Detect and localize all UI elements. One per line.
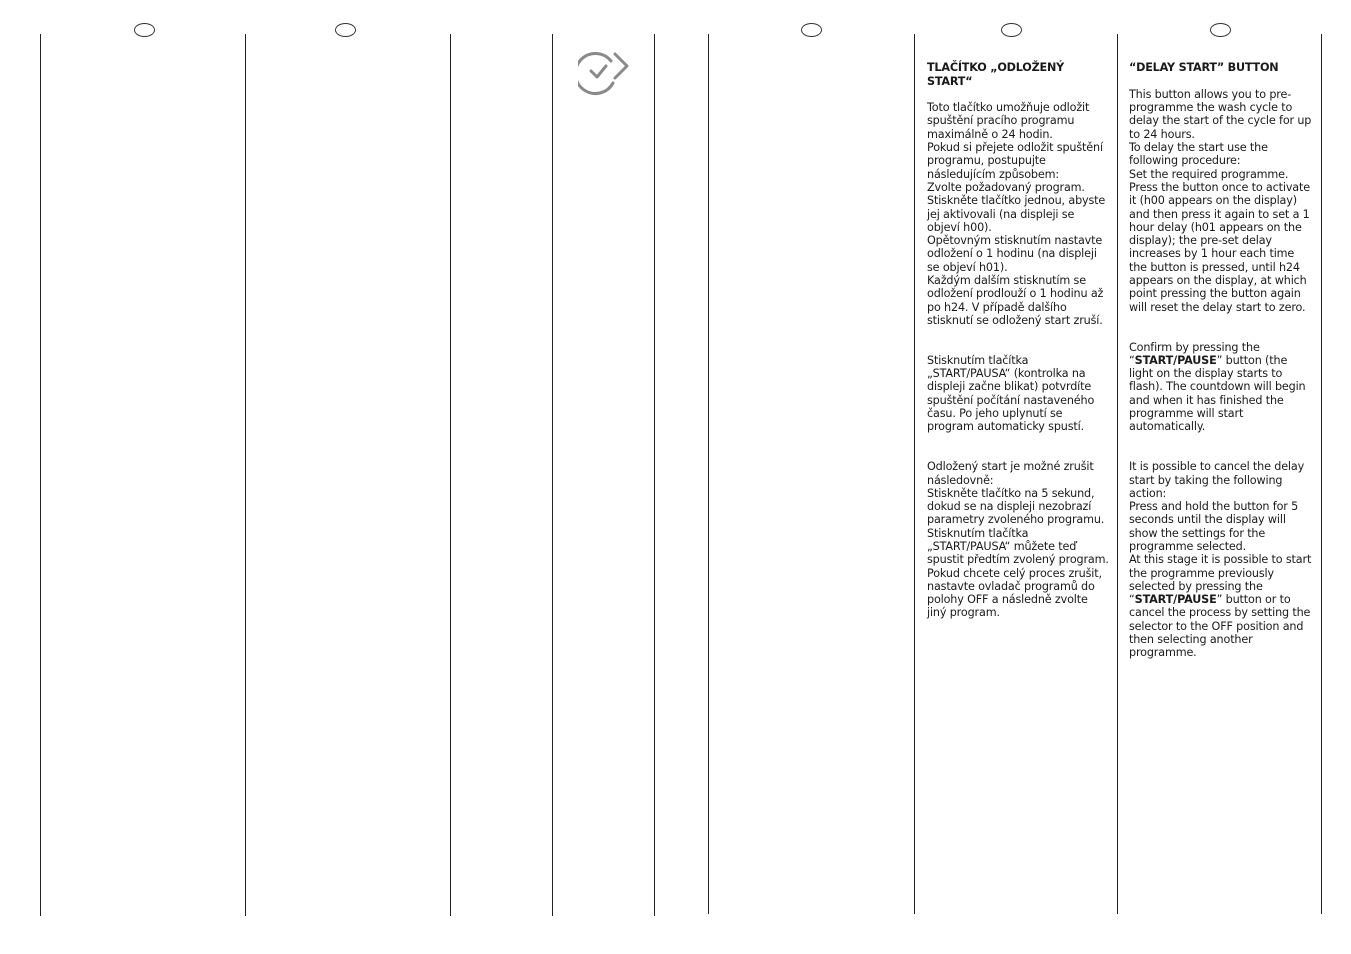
english-paragraph (1129, 341, 1313, 434)
column-divider (914, 34, 915, 914)
language-oval (1210, 23, 1231, 37)
czech-paragraph: Stisknutím tlačítka „START/PAUSA“ (kontrolka na displeji začne blikat) potvrdíte spuštění počítání nastaveného času. Po jeho uplynutí se program automaticky spustí. (927, 353, 1095, 434)
column-divider (450, 34, 451, 916)
czech-paragraph: Odložený start je možné zrušit následovně: Stiskněte tlačítko na 5 sekund, dokud se na displeji nezobrazí parametry zvoleného programu. Stisknutím tlačítka „START/PAUSA“ můžete teď spustit předtím zvolený program. Pokud chcete celý proces zrušit, nastavte ovladač programů do polohy OFF a následně zvolte jiný program. (927, 460, 1109, 620)
delay-start-icon (578, 50, 630, 96)
language-oval (1001, 23, 1022, 37)
english-title: “DELAY START” BUTTON (1129, 61, 1279, 75)
language-oval (335, 23, 356, 37)
column-divider (40, 34, 41, 916)
english-paragraph: This button allows you to pre-programme the wash cycle to delay the start of the cycle for up to 24 hours. To delay the start use the following procedure: Set the required programme. Press the button once to activate it (h00 appears on the display) and then press it again to set a 1 hour delay (h01 appears on the display); the pre-set delay increases by 1 hour each time the button is pressed, until h24 appears on the display, at which point pressing the button again will reset the delay start to zero. (1129, 87, 1312, 314)
czech-column (927, 48, 1109, 646)
column-divider (1117, 34, 1118, 914)
english-paragraph (1129, 460, 1313, 659)
text-segment: It is possible to cancel the delay start by taking the following action: Press and hold the button for 5 seconds until the display will show the settings for the programme selected. At this stage it is possible to start the programme previously selected by pressing the “ (1129, 460, 1312, 607)
text-segment: ” button (the light on the display starts to flash). The countdown will begin and when it has finished the programme will start automatically. (1129, 353, 1306, 434)
text-segment: ” button or to cancel the process by setting the selector to the OFF position and then selecting another programme. (1129, 593, 1311, 660)
english-column (1129, 48, 1313, 686)
text-segment: Confirm by pressing the “ (1129, 340, 1260, 367)
czech-title: TLAČÍTKO „ODLOŽENÝ START“ (927, 61, 1065, 88)
start-pause-label: START/PAUSE (1134, 593, 1217, 607)
column-divider (552, 34, 553, 916)
czech-paragraph: Toto tlačítko umožňuje odložit spuštění pracího programu maximálně o 24 hodin. Pokud si přejete odložit spuštění programu, postupujte následujícím způsobem: Zvolte požadovaný program. Stiskněte tlačítko jednou, abyste jej aktivovali (na displeji se objeví h00). Opětovným stisknutím nastavte odložení o 1 hodinu (na displeji se objeví h01). Každým dalším stisknutím se odložení prodlouží o 1 hodinu až po h24. V případě dalšího stisknutí se odložený start zruší. (927, 101, 1106, 327)
start-pause-label: START/PAUSE (1134, 353, 1217, 367)
column-divider (245, 34, 246, 916)
column-divider (708, 34, 709, 914)
language-oval (801, 23, 822, 37)
column-divider (654, 34, 655, 916)
language-oval (134, 23, 155, 37)
column-divider (1321, 34, 1322, 914)
